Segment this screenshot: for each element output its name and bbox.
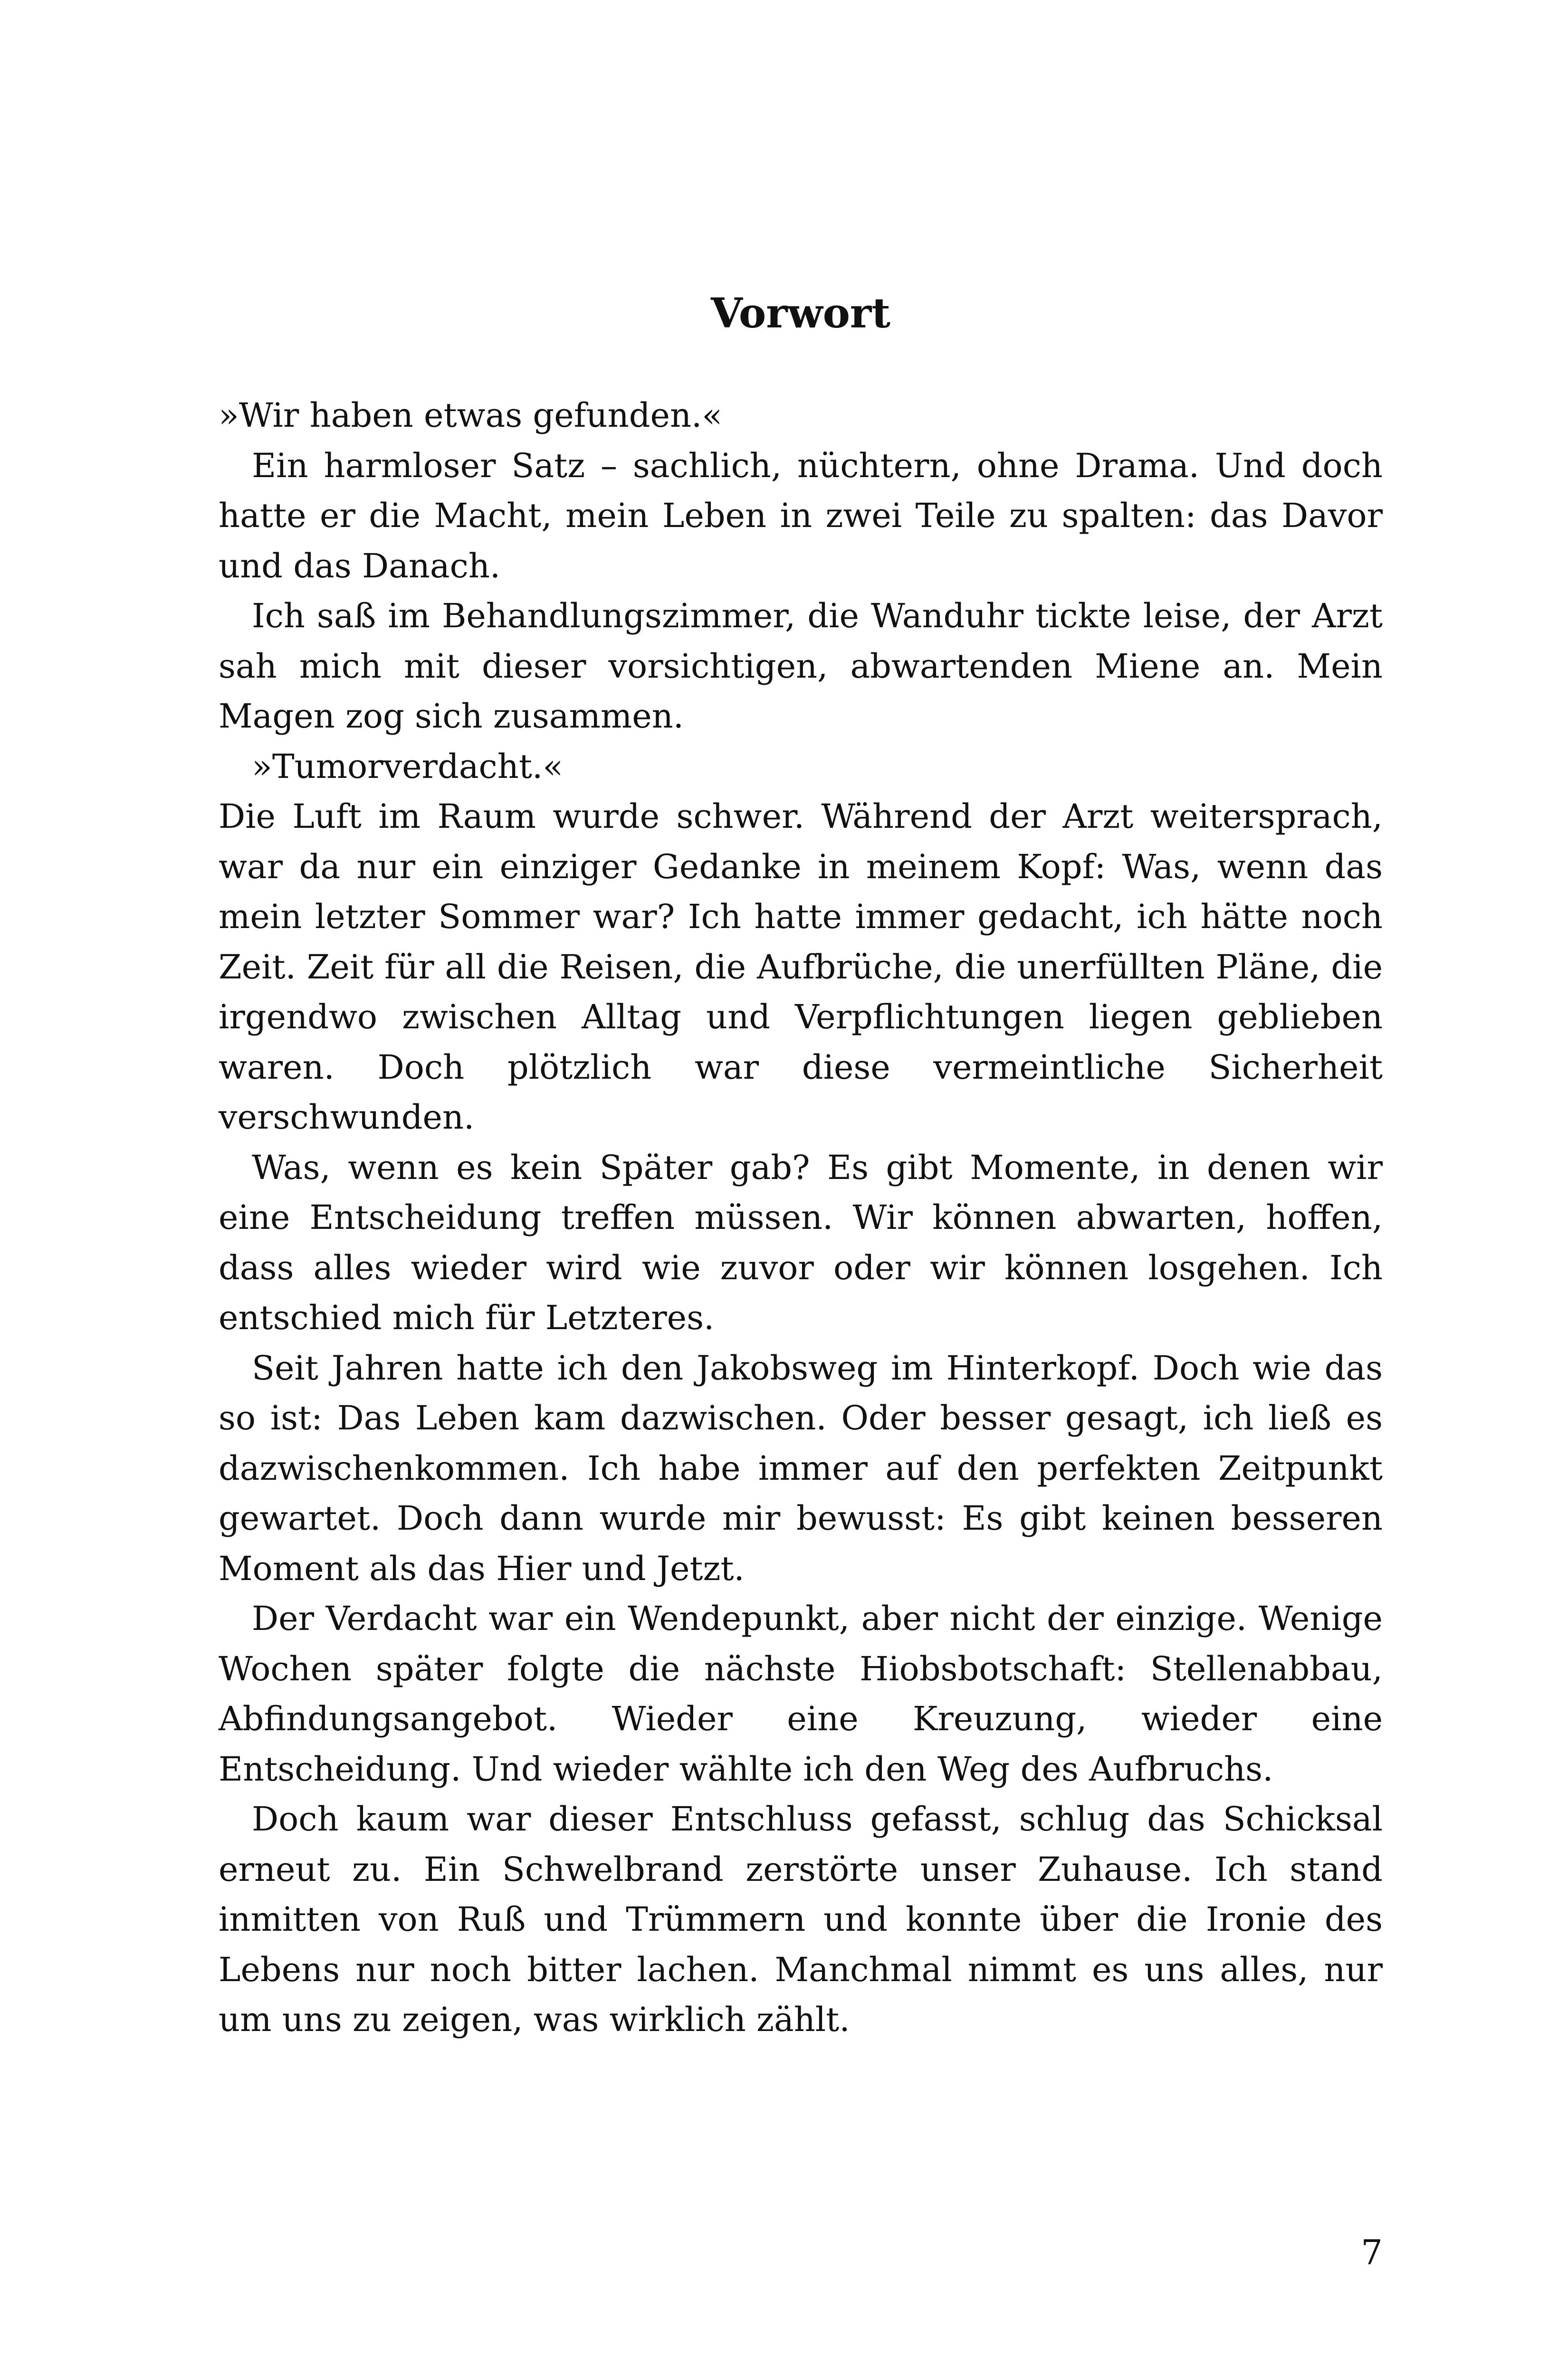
paragraph: Ich saß im Behandlungszimmer, die Wanduhr tickte leise, der Arzt sah mich mit dieser vorsichtigen, abwartenden Miene an. Mein Magen zog sich zusammen. bbox=[219, 596, 1383, 736]
body-text bbox=[219, 391, 1383, 2045]
paragraph: Ein harmloser Satz – sachlich, nüchtern, ohne Drama. Und doch hatte er die Macht, mein Leben in zwei Teile zu spalten: das Davor und das Danach. bbox=[219, 446, 1383, 585]
paragraph: Was, wenn es kein Später gab? Es gibt Momente, in denen wir eine Entscheidung treffen müssen. Wir können abwarten, hoffen, dass alles wieder wird wie zuvor oder wir können losgehen. Ich entschied mich für Letzteres. bbox=[219, 1148, 1383, 1337]
paragraph: »Wir haben etwas gefunden.« bbox=[219, 396, 723, 435]
paragraph: Die Luft im Raum wurde schwer. Während der Arzt weitersprach, war da nur ein einziger Gedanke in meinem Kopf: Was, wenn das mein letzter Sommer war? Ich hatte immer gedacht, ich hätte noch Zeit. Zeit für all die Reisen, die Aufbrüche, die unerfüllten Pläne, die irgendwo zwischen Alltag und Verpflichtungen liegen geblieben waren. Doch plötzlich war diese vermeintliche Sicherheit verschwunden. bbox=[219, 797, 1383, 1137]
page-title: Vorwort bbox=[711, 289, 890, 337]
page-number: 7 bbox=[1361, 2232, 1383, 2272]
paragraph: Der Verdacht war ein Wendepunkt, aber nicht der einzige. Wenige Wochen später folgte die nächste Hiobsbotschaft: Stellenabbau, Abfindungsangebot. Wieder eine Kreuzung, wieder eine Entscheidung. Und wieder wählte ich den Weg des Aufbruchs. bbox=[219, 1599, 1383, 1789]
paragraph: Doch kaum war dieser Entschluss gefasst, schlug das Schicksal erneut zu. Ein Schwelbrand zerstörte unser Zuhause. Ich stand inmitten von Ruß und Trümmern und konnte über die Ironie des Lebens nur noch bitter lachen. Manchmal nimmt es uns alles, nur um uns zu zeigen, was wirklich zählt. bbox=[219, 1800, 1383, 2039]
paragraph: Seit Jahren hatte ich den Jakobsweg im Hinterkopf. Doch wie das so ist: Das Leben kam dazwischen. Oder besser gesagt, ich ließ es dazwischenkommen. Ich habe immer auf den perfekten Zeitpunkt gewartet. Doch dann wurde mir bewusst: Es gibt keinen besseren Moment als das Hier und Jetzt. bbox=[219, 1348, 1383, 1588]
paragraph: »Tumorverdacht.« bbox=[252, 747, 564, 786]
